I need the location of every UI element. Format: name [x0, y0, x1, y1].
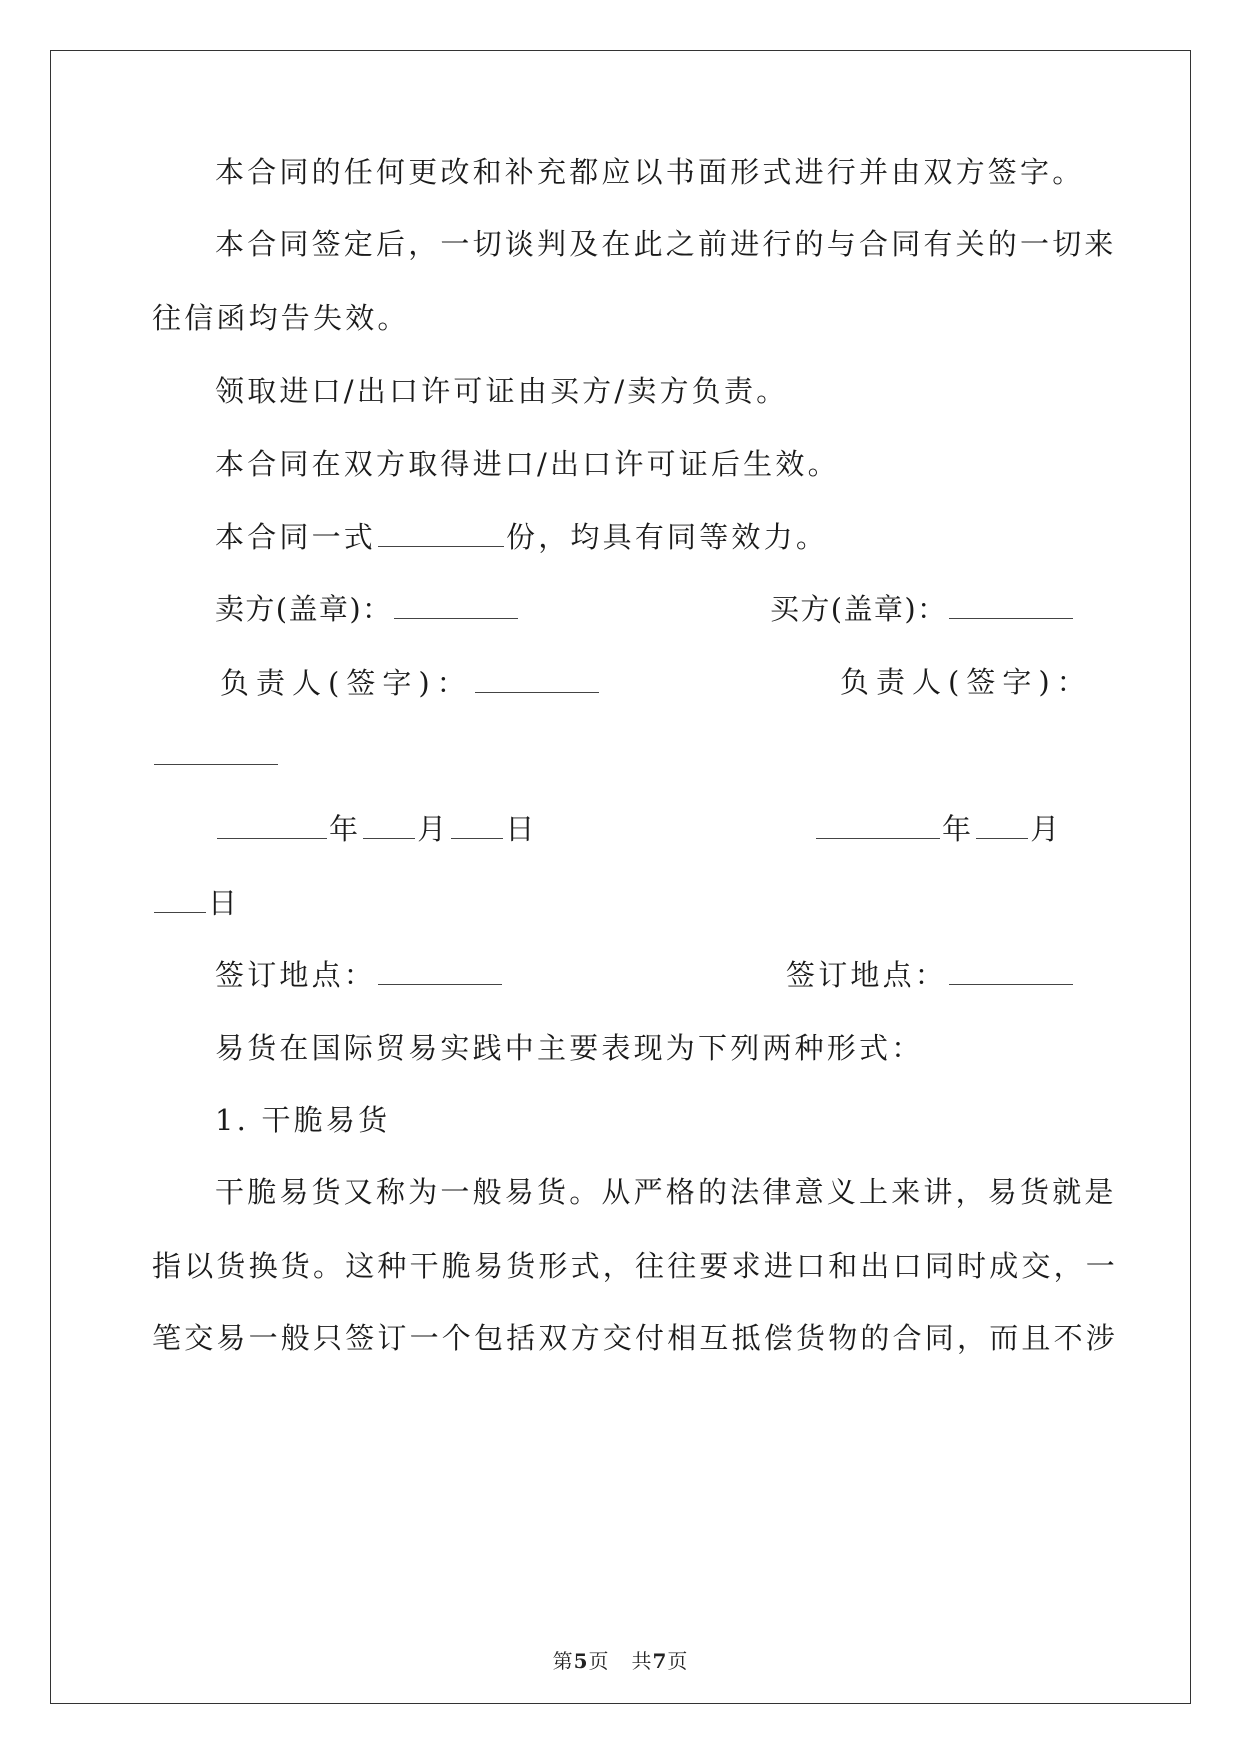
paragraph-license-responsibility: 领取进口/出口许可证由买方/卖方负责。 — [215, 374, 789, 408]
barter-para-line2: 指以货换货。这种干脆易货形式，往往要求进口和出口同时成交，一 — [152, 1249, 1119, 1283]
seller-person-row — [220, 662, 601, 703]
buyer-seal-row — [770, 588, 1075, 629]
total-unit: 页 — [667, 1649, 689, 1673]
seller-month-blank[interactable] — [363, 808, 415, 839]
paragraph-supersede-line1: 本合同签定后，一切谈判及在此之前进行的与合同有关的一切来 — [215, 227, 1117, 261]
buyer-day-blank[interactable] — [154, 882, 206, 913]
seller-place-label: 签订地点： — [215, 958, 377, 992]
seller-month-label: 月 — [417, 812, 450, 846]
total-prefix: 共 — [631, 1649, 653, 1673]
buyer-place-blank[interactable] — [949, 954, 1073, 985]
buyer-person-label: 负责人(签字)： — [840, 665, 1093, 699]
buyer-place-label: 签订地点： — [786, 958, 948, 992]
copies-suffix: 份，均具有同等效力。 — [506, 520, 829, 554]
seller-person-label: 负责人(签字)： — [220, 666, 473, 700]
seller-person-blank[interactable] — [475, 662, 599, 693]
seller-seal-blank[interactable] — [394, 588, 518, 619]
seller-day-blank[interactable] — [451, 808, 503, 839]
paragraph-supersede-line2: 往信函均告失效。 — [152, 301, 410, 335]
seller-date-row — [215, 808, 538, 849]
page-total: 7 — [652, 1649, 668, 1673]
page-footer — [0, 1648, 1241, 1674]
paragraph-effective: 本合同在双方取得进口/出口许可证后生效。 — [215, 447, 840, 481]
barter-para-line1: 干脆易货又称为一般易货。从严格的法律意义上来讲，易货就是 — [215, 1175, 1117, 1209]
buyer-month-blank[interactable] — [976, 808, 1028, 839]
seller-seal-label: 卖方(盖章)： — [215, 592, 393, 626]
paragraph-copies — [215, 516, 828, 557]
seller-place-blank[interactable] — [378, 954, 502, 985]
buyer-year-label: 年 — [942, 812, 975, 846]
seller-place-row — [215, 954, 504, 995]
buyer-seal-label: 买方(盖章)： — [770, 592, 948, 626]
buyer-person-blank[interactable] — [154, 734, 278, 765]
page-current: 5 — [573, 1649, 589, 1673]
buyer-seal-blank[interactable] — [949, 588, 1073, 619]
buyer-person-row — [152, 734, 280, 775]
barter-heading-1: 1. 干脆易货 — [215, 1103, 391, 1137]
copies-prefix: 本合同一式 — [215, 520, 377, 554]
barter-para-line3: 笔交易一般只签订一个包括双方交付相互抵偿货物的合同，而且不涉 — [152, 1321, 1119, 1355]
buyer-year-blank[interactable] — [816, 808, 940, 839]
seller-year-label: 年 — [329, 812, 362, 846]
barter-intro: 易货在国际贸易实践中主要表现为下列两种形式： — [215, 1031, 924, 1065]
buyer-month-label: 月 — [1030, 812, 1063, 846]
seller-year-blank[interactable] — [217, 808, 327, 839]
buyer-day-row — [152, 882, 240, 923]
seller-seal-row — [215, 588, 520, 629]
buyer-place-row — [786, 954, 1075, 995]
copies-blank[interactable] — [378, 516, 504, 547]
page-unit: 页 — [588, 1649, 610, 1673]
paragraph-amendment: 本合同的任何更改和补充都应以书面形式进行并由双方签字。 — [215, 155, 1085, 189]
buyer-date-row — [814, 808, 1062, 849]
seller-day-label: 日 — [505, 812, 538, 846]
page-prefix: 第 — [552, 1649, 574, 1673]
buyer-day-label: 日 — [208, 886, 241, 920]
